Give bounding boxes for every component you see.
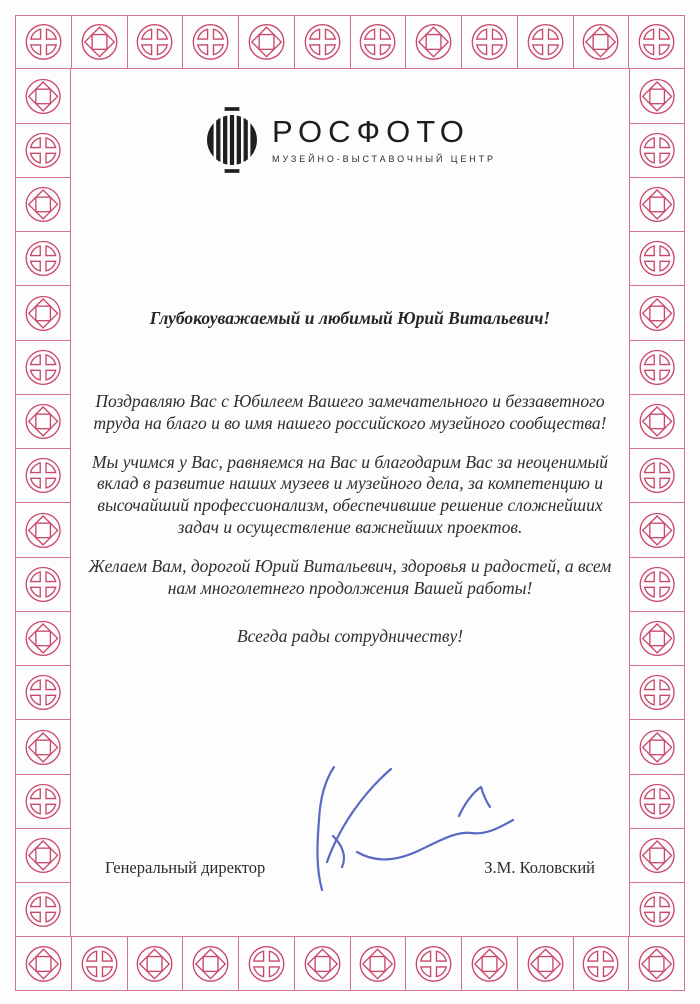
diamond-in-circle-icon: [634, 181, 680, 228]
border-cell-cross: [15, 774, 71, 829]
border-cell-diamond: [405, 15, 462, 69]
cross-in-circle-icon: [634, 452, 680, 499]
cross-in-circle-icon: [634, 669, 680, 716]
border-cell-cross: [629, 231, 685, 286]
border-cell-cross: [294, 15, 351, 69]
diamond-in-circle-icon: [634, 290, 680, 337]
border-cell-cross: [629, 882, 685, 937]
diamond-in-circle-icon: [634, 724, 680, 771]
diamond-in-circle-icon: [410, 19, 457, 65]
border-cell-cross: [15, 665, 71, 720]
letter-body: [86, 391, 614, 665]
cross-in-circle-icon: [634, 886, 680, 933]
cross-in-circle-icon: [20, 669, 66, 716]
diamond-in-circle-icon: [20, 941, 67, 987]
border-cell-diamond: [127, 936, 184, 990]
cross-in-circle-icon: [20, 886, 66, 933]
paragraph-3: Желаем Вам, дорогой Юрий Витальевич, здоровья и радостей, а всем нам многолетнего продолжения Вашей работы!: [88, 555, 612, 598]
cross-in-circle-icon: [131, 19, 178, 65]
border-cell-diamond: [15, 936, 72, 990]
border-cell-cross: [15, 882, 71, 937]
cross-in-circle-icon: [633, 19, 680, 65]
border-cell-diamond: [15, 611, 71, 666]
border-cell-diamond: [629, 285, 685, 340]
cross-in-circle-icon: [634, 778, 680, 825]
border-cell-diamond: [350, 936, 407, 990]
cross-in-circle-icon: [20, 561, 66, 608]
border-cell-cross: [15, 340, 71, 395]
diamond-in-circle-icon: [522, 941, 569, 987]
cross-in-circle-icon: [76, 941, 123, 987]
cross-in-circle-icon: [20, 778, 66, 825]
signoff-row: [105, 858, 595, 878]
border-cell-diamond: [629, 68, 685, 123]
border-left-column: [15, 68, 71, 937]
cross-in-circle-icon: [522, 19, 569, 65]
border-cell-cross: [15, 231, 71, 286]
cross-in-circle-icon: [577, 941, 624, 987]
border-cell-diamond: [238, 15, 295, 69]
border-cell-cross: [573, 936, 630, 990]
border-cell-cross: [15, 557, 71, 612]
cross-in-circle-icon: [634, 127, 680, 174]
diamond-in-circle-icon: [20, 290, 66, 337]
border-cell-cross: [629, 448, 685, 503]
cross-in-circle-icon: [634, 235, 680, 282]
diamond-in-circle-icon: [20, 73, 66, 120]
org-name: РОСФОТО: [272, 114, 470, 150]
diamond-in-circle-icon: [634, 832, 680, 879]
diamond-in-circle-icon: [577, 19, 624, 65]
cross-in-circle-icon: [243, 941, 290, 987]
diamond-in-circle-icon: [20, 398, 66, 445]
border-cell-diamond: [15, 68, 71, 123]
diamond-in-circle-icon: [76, 19, 123, 65]
border-cell-diamond: [15, 719, 71, 774]
border-cell-diamond: [15, 394, 71, 449]
diamond-in-circle-icon: [20, 724, 66, 771]
diamond-in-circle-icon: [354, 941, 401, 987]
paragraph-closing: Всегда рады сотрудничеству!: [236, 626, 464, 647]
border-cell-diamond: [629, 719, 685, 774]
border-cell-cross: [517, 15, 574, 69]
signer-title: Генеральный директор: [105, 858, 266, 877]
border-cell-cross: [15, 15, 72, 69]
cross-in-circle-icon: [20, 127, 66, 174]
border-cell-cross: [127, 15, 184, 69]
cross-in-circle-icon: [634, 561, 680, 608]
cross-in-circle-icon: [299, 19, 346, 65]
border-cell-cross: [629, 774, 685, 829]
border-top-row: [15, 15, 685, 69]
diamond-in-circle-icon: [20, 181, 66, 228]
border-cell-diamond: [517, 936, 574, 990]
cross-in-circle-icon: [20, 19, 67, 65]
border-cell-cross: [628, 15, 685, 69]
border-cell-cross: [461, 15, 518, 69]
border-cell-cross: [629, 557, 685, 612]
diamond-in-circle-icon: [187, 941, 234, 987]
cross-in-circle-icon: [20, 344, 66, 391]
border-cell-cross: [238, 936, 295, 990]
cross-in-circle-icon: [410, 941, 457, 987]
border-cell-diamond: [629, 502, 685, 557]
diamond-in-circle-icon: [634, 398, 680, 445]
cross-in-circle-icon: [20, 235, 66, 282]
diamond-in-circle-icon: [466, 941, 513, 987]
border-cell-cross: [629, 665, 685, 720]
border-cell-diamond: [15, 502, 71, 557]
cross-in-circle-icon: [634, 344, 680, 391]
salutation: Глубокоуважаемый и любимый Юрий Витальевич!: [149, 308, 551, 328]
paragraph-1: Поздравляю Вас с Юбилеем Вашего замечательного и беззаветного труда на благо и во имя нашего российского музейного сообщества!: [93, 391, 607, 433]
diamond-in-circle-icon: [131, 941, 178, 987]
rosphoto-logo-icon: [204, 103, 260, 177]
cross-in-circle-icon: [187, 19, 234, 65]
border-cell-cross: [15, 448, 71, 503]
border-cell-diamond: [629, 828, 685, 883]
signer-name: З.М. Коловский: [484, 858, 595, 877]
paragraph-2: Мы учимся у Вас, равняемся на Вас и благодарим Вас за неоценимый вклад в развитие наших музеев и музейного дела, за компетенцию и высочайший профессионализм, обеспечившие решение сложнейших задач и осуществление важнейших проектов.: [91, 451, 609, 537]
border-cell-diamond: [15, 285, 71, 340]
border-cell-diamond: [629, 611, 685, 666]
handwritten-signature-icon: [290, 755, 530, 900]
border-cell-cross: [15, 123, 71, 178]
diamond-in-circle-icon: [20, 832, 66, 879]
cross-in-circle-icon: [20, 452, 66, 499]
diamond-in-circle-icon: [299, 941, 346, 987]
diamond-in-circle-icon: [243, 19, 290, 65]
diamond-in-circle-icon: [634, 615, 680, 662]
border-cell-diamond: [573, 15, 630, 69]
border-cell-cross: [182, 15, 239, 69]
border-cell-cross: [71, 936, 128, 990]
diamond-in-circle-icon: [634, 73, 680, 120]
diamond-in-circle-icon: [20, 507, 66, 554]
border-cell-cross: [350, 15, 407, 69]
border-cell-diamond: [294, 936, 351, 990]
cross-in-circle-icon: [466, 19, 513, 65]
border-cell-diamond: [628, 936, 685, 990]
border-cell-diamond: [629, 177, 685, 232]
letterhead: [71, 103, 629, 177]
border-cell-diamond: [15, 828, 71, 883]
border-cell-diamond: [461, 936, 518, 990]
border-bottom-row: [15, 936, 685, 990]
border-cell-diamond: [15, 177, 71, 232]
border-cell-diamond: [182, 936, 239, 990]
diamond-in-circle-icon: [633, 941, 680, 987]
border-cell-cross: [405, 936, 462, 990]
border-right-column: [629, 68, 685, 937]
org-subtitle: МУЗЕЙНО-ВЫСТАВОЧНЫЙ ЦЕНТР: [272, 153, 496, 164]
diamond-in-circle-icon: [634, 507, 680, 554]
border-cell-diamond: [71, 15, 128, 69]
border-cell-cross: [629, 340, 685, 395]
diamond-in-circle-icon: [20, 615, 66, 662]
border-cell-diamond: [629, 394, 685, 449]
cross-in-circle-icon: [354, 19, 401, 65]
border-cell-cross: [629, 123, 685, 178]
